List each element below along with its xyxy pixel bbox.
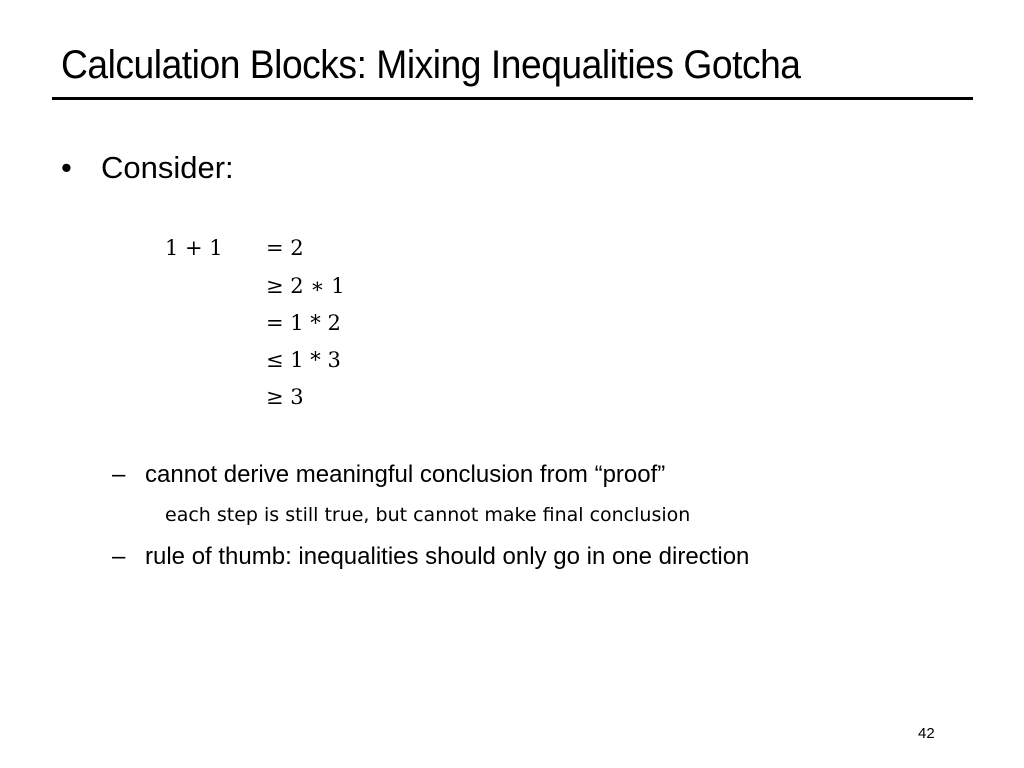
math-step: = 1 * 2 bbox=[266, 311, 341, 335]
math-step: ≥ 2 ∗ 1 bbox=[266, 274, 345, 298]
title-underline bbox=[52, 97, 973, 100]
math-lhs: 1 + 1 bbox=[165, 236, 223, 260]
math-step: = 2 bbox=[266, 236, 304, 260]
sub-bullet-note: each step is still true, but cannot make final conclusion bbox=[165, 504, 691, 526]
sub-bullet-item bbox=[112, 459, 665, 491]
sub-bullet-text: rule of thumb: inequalities should only go in one direction bbox=[145, 543, 750, 570]
bullet-symbol: • bbox=[61, 150, 72, 185]
sub-bullet-dash: – bbox=[112, 543, 126, 570]
page-number: 42 bbox=[918, 725, 935, 742]
sub-bullet-text: cannot derive meaningful conclusion from “proof” bbox=[145, 461, 666, 488]
sub-bullet-dash: – bbox=[112, 461, 126, 488]
math-step: ≥ 3 bbox=[266, 385, 304, 409]
slide-title: Calculation Blocks: Mixing Inequalities Gotcha bbox=[61, 43, 801, 87]
bullet-item bbox=[61, 148, 234, 188]
sub-bullet-item bbox=[112, 541, 749, 573]
bullet-text: Consider: bbox=[101, 150, 234, 185]
math-step: ≤ 1 * 3 bbox=[266, 348, 341, 372]
